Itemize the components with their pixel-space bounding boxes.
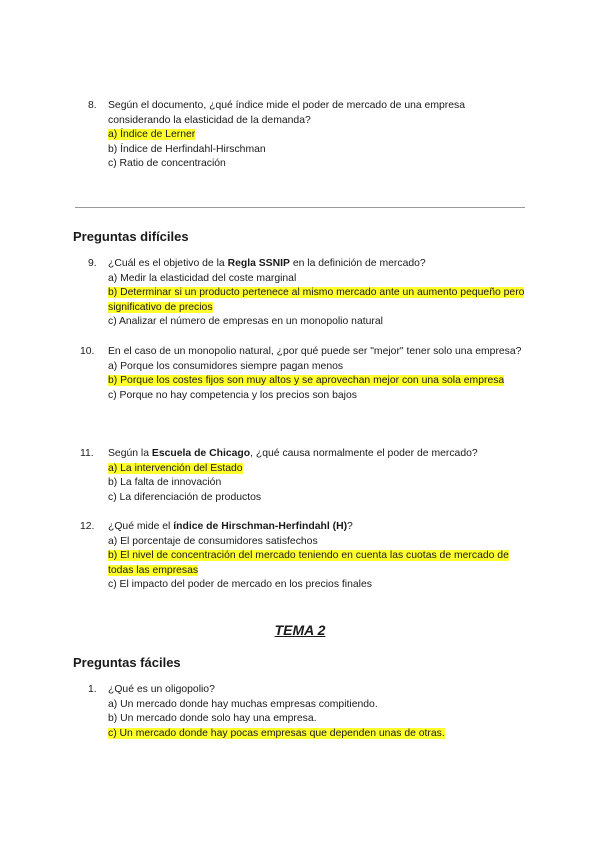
question-number: 8. [88,100,97,111]
answer-option-a: a) Un mercado donde hay muchas empresas compitiendo. [108,698,378,710]
answer-option-b: b) La falta de innovación [108,477,222,489]
answer-option-a: a) Porque los consumidores siempre pagan menos [108,360,344,372]
question-text: Según la Escuela de Chicago, ¿qué causa normalmente el poder de mercado? [108,448,478,459]
question-8 [88,99,528,172]
answer-option-c: c) El impacto del poder de mercado en los precios finales [108,579,372,591]
question-number: 9. [88,258,97,269]
question-number: 11. [80,448,94,459]
bold-term: Escuela de Chicago [151,448,251,459]
answer-option-b: b) Un mercado donde solo hay una empresa. [108,713,317,725]
answer-option-a: a) Medir la elasticidad del coste marginal [108,272,297,284]
question-text: Según el documento, ¿qué índice mide el poder de mercado de una empresa considerando la elasticidad de la demanda? [108,100,465,126]
bold-term: Regla SSNIP [227,258,290,269]
question-number: 1. [88,684,97,695]
answer-option-b: b) Porque los costes fijos son muy altos y se aprovechan mejor con una sola empresa [108,375,505,387]
answer-option-b: b) Determinar si un producto pertenece al mismo mercado ante un aumento pequeño pero significativo de precios [108,287,525,313]
answer-option-b: b) El nivel de concentración del mercado teniendo en cuenta las cuotas de mercado de todas las empresas [108,550,509,576]
question-number: 12. [80,521,95,532]
question-9 [88,257,528,330]
question-12 [80,520,528,593]
bold-term: índice de Hirschman-Herfindahl (H) [173,521,348,532]
answer-option-c: c) Un mercado donde hay pocas empresas que dependen unas de otras. [108,727,445,739]
tema-title: TEMA 2 [274,622,326,638]
answer-option-a: a) Índice de Lerner [108,129,196,141]
section-heading-faciles: Preguntas fáciles [73,655,181,670]
answer-option-c: c) Ratio de concentración [108,158,226,170]
answer-option-a: a) La intervención del Estado [108,462,243,474]
question-text: ¿Qué es un oligopolio? [108,684,215,695]
question-1 [88,683,528,741]
answer-option-b: b) Índice de Herfindahl-Hirschman [108,143,266,155]
section-heading-dificiles: Preguntas difíciles [73,229,189,244]
question-text: ¿Cuál es el objetivo de la Regla SSNIP en la definición de mercado? [108,258,426,269]
section-divider [75,207,525,208]
answer-option-a: a) El porcentaje de consumidores satisfechos [108,535,318,547]
answer-option-c: c) La diferenciación de productos [108,491,262,503]
question-number: 10. [80,346,95,357]
answer-option-c: c) Porque no hay competencia y los precios son bajos [108,389,357,401]
question-text: ¿Qué mide el índice de Hirschman-Herfindahl (H)? [108,521,353,532]
question-11 [80,447,528,505]
question-text: En el caso de un monopolio natural, ¿por qué puede ser "mejor" tener solo una empresa? [108,346,522,357]
question-10 [80,345,528,403]
answer-option-c: c) Analizar el número de empresas en un monopolio natural [108,316,383,328]
